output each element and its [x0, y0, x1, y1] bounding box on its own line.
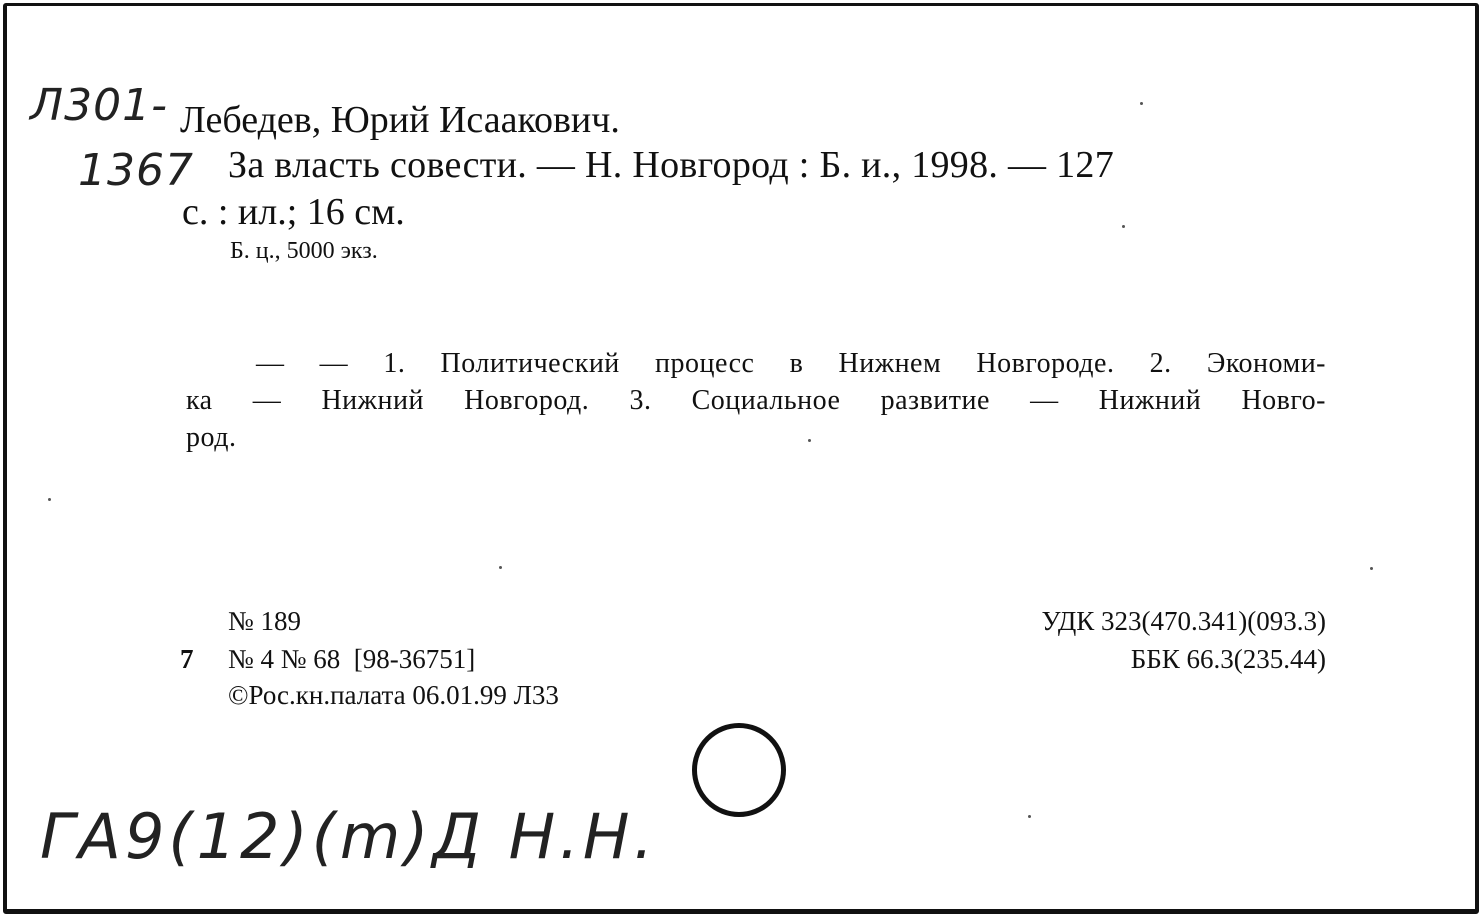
- record-number: № 189: [228, 606, 302, 636]
- scan-speck: [1370, 567, 1373, 570]
- title-line: За власть совести. — Н. Новгород : Б. и., 1998. — 127: [228, 144, 1115, 186]
- book-chamber-line: ©Рос.кн.палата 06.01.99 Л33: [228, 680, 559, 710]
- record-code: № 4 № 68 [98-36751]: [228, 644, 476, 674]
- physical-description: с. : ил.; 16 см.: [182, 191, 405, 233]
- author-heading: Лебедев, Юрий Исаакович.: [180, 99, 620, 141]
- scan-speck: [808, 439, 811, 442]
- subject-headings: [186, 345, 1326, 456]
- scan-speck: [1140, 102, 1143, 105]
- handwritten-shelfmark-line1: Л301-: [30, 80, 168, 131]
- scan-speck: [48, 498, 51, 501]
- price-edition: Б. ц., 5000 экз.: [230, 238, 378, 264]
- udc-code: УДК 323(470.341)(093.3): [1041, 606, 1326, 636]
- bbk-code: ББК 66.3(235.44): [1130, 644, 1326, 674]
- record-code-prefix: 7: [180, 644, 194, 674]
- scan-speck: [1028, 815, 1031, 818]
- handwritten-bottom-note: ГА9(12)(m)Д H.H.: [40, 800, 658, 873]
- circle-mark: [692, 723, 786, 817]
- scan-speck: [499, 566, 502, 569]
- handwritten-shelfmark-line2: 1367: [78, 145, 194, 196]
- subject-line-3: род.: [186, 422, 237, 453]
- subject-line-2: ка — Нижний Новгород. 3. Социальное развитие — Нижний Новго-: [186, 385, 1326, 416]
- subject-line-1: — — 1. Политический процесс в Нижнем Новгороде. 2. Экономи-: [256, 348, 1326, 379]
- scan-speck: [1122, 225, 1125, 228]
